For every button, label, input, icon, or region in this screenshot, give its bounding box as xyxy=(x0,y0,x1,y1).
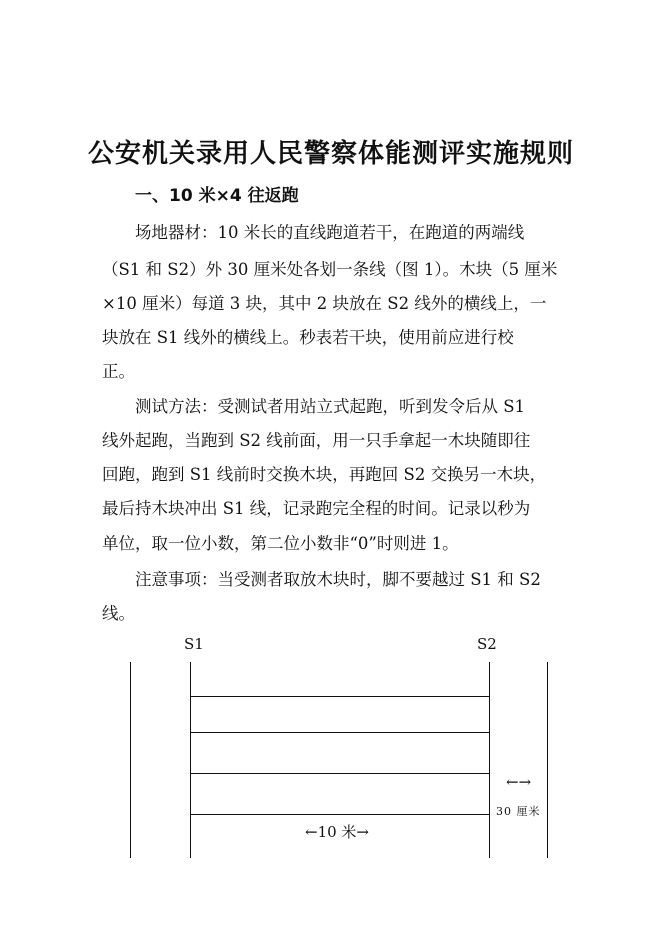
s2-line xyxy=(489,662,490,858)
s1-line xyxy=(190,662,191,858)
s2-label: S2 xyxy=(477,635,497,653)
paragraph-line: 回跑，跑到 S1 线前时交换木块，再跑回 S2 交换另一木块， xyxy=(102,465,547,484)
arrow-30cm: ←→ xyxy=(506,773,532,791)
s1-label: S1 xyxy=(184,635,204,653)
paragraph-line: 场地器材：10 米长的直线跑道若干，在跑道的两端线 xyxy=(135,223,525,242)
page-title: 公安机关录用人民警察体能测评实施规则 xyxy=(87,139,574,169)
paragraph-line: 正。 xyxy=(102,362,135,381)
label-10m: ←10 米→ xyxy=(305,823,369,841)
lane-line xyxy=(190,814,490,815)
paragraph-line: ×10 厘米）每道 3 块，其中 2 块放在 S2 线外的横线上，一 xyxy=(102,294,547,313)
paragraph-line: 测试方法：受测试者用站立式起跑，听到发令后从 S1 xyxy=(135,397,526,416)
paragraph-line: 块放在 S1 线外的横线上。秒表若干块，使用前应进行校 xyxy=(102,328,514,347)
paragraph-line: 单位，取一位小数，第二位小数非“0”时则进 1。 xyxy=(102,534,459,553)
outer-line-right xyxy=(547,662,548,858)
outer-line-left xyxy=(130,662,131,858)
lane-line xyxy=(190,696,490,697)
label-30cm: 30 厘米 xyxy=(496,805,541,818)
paragraph-line: 线。 xyxy=(102,604,135,623)
paragraph-line: （S1 和 S2）外 30 厘米处各划一条线（图 1）。木块（5 厘米 xyxy=(102,260,558,279)
paragraph-line: 最后持木块冲出 S1 线，记录跑完全程的时间。记录以秒为 xyxy=(102,499,531,518)
lane-line xyxy=(190,732,490,733)
paragraph-line: 注意事项：当受测者取放木块时，脚不要越过 S1 和 S2 xyxy=(135,570,541,589)
section-heading: 一、10 米×4 往返跑 xyxy=(135,186,299,206)
paragraph-line: 线外起跑，当跑到 S2 线前面，用一只手拿起一木块随即往 xyxy=(102,431,531,450)
lane-line xyxy=(190,773,490,774)
